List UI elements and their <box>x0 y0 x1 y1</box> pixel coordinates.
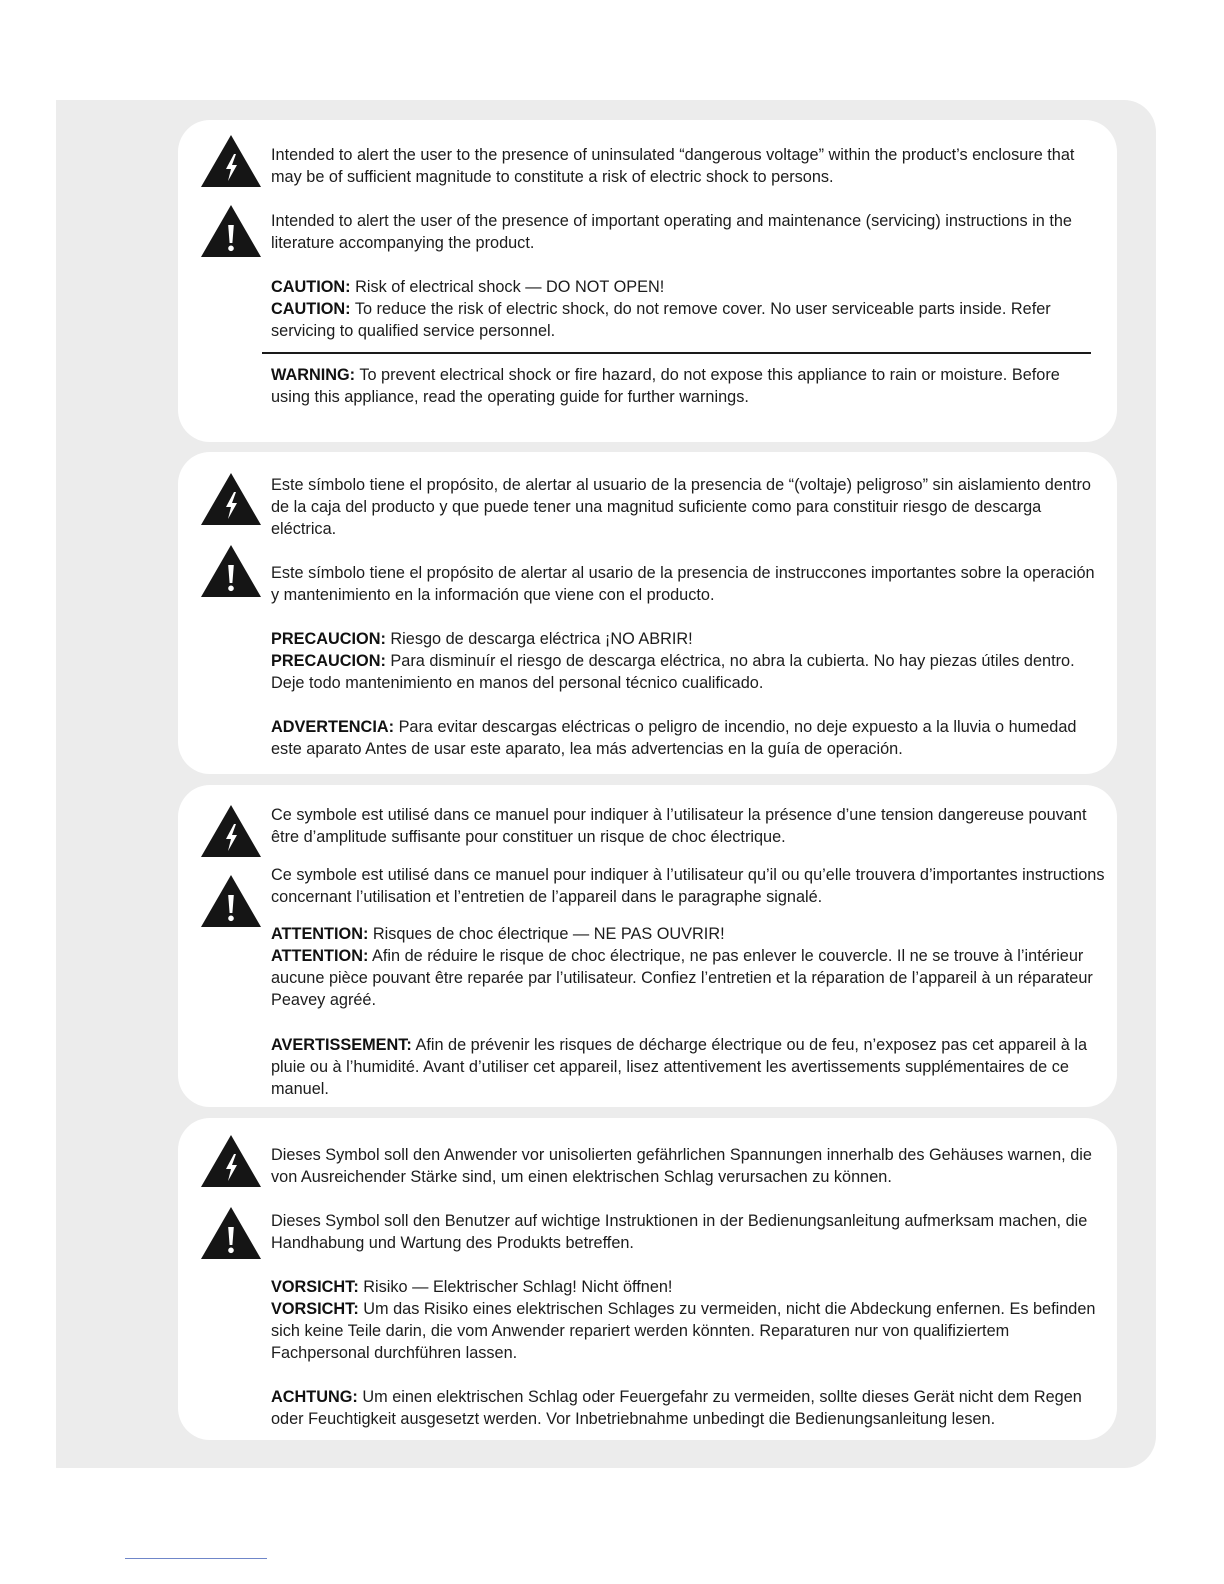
warning-paragraph <box>271 1034 1101 1100</box>
caution-label: ATTENTION: <box>271 925 369 943</box>
shock-symbol-text: Intended to alert the user to the presence of uninsulated “dangerous voltage” within the product’s enclosure that may be of sufficient magnitude to constitute a risk of electric shock to persons. <box>271 146 1075 186</box>
warning-label: WARNING: <box>271 366 356 384</box>
german-safety-panel <box>178 1118 1117 1440</box>
caution-text-2: Afin de réduire le risque de choc électrique, ne pas enlever le couvercle. Il ne se trouve à l’intérieur aucune pièce pouvant être reparée par l’utilisateur. Confiez l’entretien et la réparation de l’appareil à un réparateur Peavey agréé. <box>271 947 1093 1009</box>
instruction-symbol-text: Ce symbole est utilisé dans ce manuel pour indiquer à l’utilisateur qu’il ou qu’elle trouvera d’importantes instructions concernant l’utilisation et l’entretien de l’appareil dans le paragraphe signalé. <box>271 866 1105 906</box>
caution-line-2 <box>271 1298 1101 1364</box>
caution-line-2 <box>271 650 1101 694</box>
shock-symbol-text: Dieses Symbol soll den Anwender vor unisolierten gefährlichen Spannungen innerhalb des Gehäuses warnen, die von Ausreichender Stärke sind, um einen elektrischen Schlag verursachen zu können. <box>271 1146 1092 1186</box>
exclamation-triangle-icon <box>200 874 262 928</box>
english-safety-panel <box>178 120 1117 442</box>
warning-label: ADVERTENCIA: <box>271 718 395 736</box>
caution-line-2 <box>271 945 1101 1011</box>
spanish-safety-panel <box>178 452 1117 774</box>
caution-label: VORSICHT: <box>271 1300 359 1318</box>
lightning-triangle-icon <box>200 134 262 188</box>
caution-line-2 <box>271 298 1101 342</box>
warning-label: ACHTUNG: <box>271 1388 358 1406</box>
shock-symbol-text: Ce symbole est utilisé dans ce manuel pour indiquer à l’utilisateur la présence d’une tension dangereuse pouvant être d’amplitude suffisante pour constituer un risque de choc électrique. <box>271 806 1087 846</box>
caution-label: ATTENTION: <box>271 947 369 965</box>
lightning-triangle-icon <box>200 804 262 858</box>
caution-line-1 <box>271 628 1101 650</box>
exclamation-triangle-icon <box>200 544 262 598</box>
caution-text-1: Risiko — Elektrischer Schlag! Nicht öffnen! <box>363 1278 673 1296</box>
warning-text: Um einen elektrischen Schlag oder Feuergefahr zu vermeiden, sollte dieses Gerät nicht dem Regen oder Feuchtigkeit ausgesetzt werden. Vor Inbetriebnahme unbedingt die Bedienungsanleitung lesen. <box>271 1388 1082 1428</box>
footer-link-underline <box>125 1558 267 1559</box>
caution-label: VORSICHT: <box>271 1278 359 1296</box>
caution-text-2: Um das Risiko eines elektrischen Schlages zu vermeiden, nicht die Abdeckung enfernen. Es befinden sich keine Teile darin, die vom Anwender repariert werden könnten. Reparaturen nur von qualifiziertem Fachpersonal durchführen lassen. <box>271 1300 1096 1362</box>
caution-label: CAUTION: <box>271 300 351 318</box>
instruction-symbol-text: Intended to alert the user of the presence of important operating and maintenance (servicing) instructions in the literature accompanying the product. <box>271 212 1072 252</box>
caution-text-1: Riesgo de descarga eléctrica ¡NO ABRIR! <box>390 630 693 648</box>
lightning-triangle-icon <box>200 1134 262 1188</box>
warning-text: Para evitar descargas eléctricas o peligro de incendio, no deje expuesto a la lluvia o humedad este aparato Antes de usar este aparato, lea más advertencias en la guía de operación. <box>271 718 1077 758</box>
caution-line-1 <box>271 923 1101 945</box>
warning-label: AVERTISSEMENT: <box>271 1036 412 1054</box>
warning-text: To prevent electrical shock or fire hazard, do not expose this appliance to rain or moisture. Before using this appliance, read the operating guide for further warnings. <box>271 366 1060 406</box>
instruction-symbol-text: Este símbolo tiene el propósito de alertar al usario de la presencia de instruccones importantes sobre la operación y mantenimiento en la información que viene con el producto. <box>271 564 1095 604</box>
shock-symbol-text: Este símbolo tiene el propósito, de alertar al usuario de la presencia de “(voltaje) peligroso” sin aislamiento dentro de la caja del producto y que puede tener una magnitud suficiente como para constituir riesgo de descarga eléctrica. <box>271 476 1091 538</box>
caution-label: CAUTION: <box>271 278 351 296</box>
warning-paragraph <box>271 716 1101 760</box>
divider-rule <box>262 352 1091 354</box>
caution-text-1: Risques de choc électrique — NE PAS OUVRIR! <box>372 925 725 943</box>
exclamation-triangle-icon <box>200 204 262 258</box>
caution-text-2: Para disminuír el riesgo de descarga eléctrica, no abra la cubierta. No hay piezas útiles dentro. Deje todo mantenimiento en manos del personal técnico cualificado. <box>271 652 1075 692</box>
french-safety-panel <box>178 785 1117 1107</box>
caution-label: PRECAUCION: <box>271 652 386 670</box>
warning-paragraph <box>271 364 1101 408</box>
caution-label: PRECAUCION: <box>271 630 386 648</box>
caution-text-1: Risk of electrical shock — DO NOT OPEN! <box>355 278 665 296</box>
lightning-triangle-icon <box>200 472 262 526</box>
exclamation-triangle-icon <box>200 1206 262 1260</box>
warning-paragraph <box>271 1386 1106 1430</box>
warning-text: Afin de prévenir les risques de décharge électrique ou de feu, n’exposez pas cet appareil à la pluie ou à l’humidité. Avant d’utiliser cet appareil, lisez attentivement les avertissements supplémentaires de ce manuel. <box>271 1036 1088 1098</box>
caution-text-2: To reduce the risk of electric shock, do not remove cover. No user serviceable parts inside. Refer servicing to qualified service personnel. <box>271 300 1051 340</box>
instruction-symbol-text: Dieses Symbol soll den Benutzer auf wichtige Instruktionen in der Bedienungsanleitung aufmerksam machen, die Handhabung und Wartung des Produkts betreffen. <box>271 1212 1088 1252</box>
caution-line-1 <box>271 1276 1101 1298</box>
caution-line-1 <box>271 276 1101 298</box>
